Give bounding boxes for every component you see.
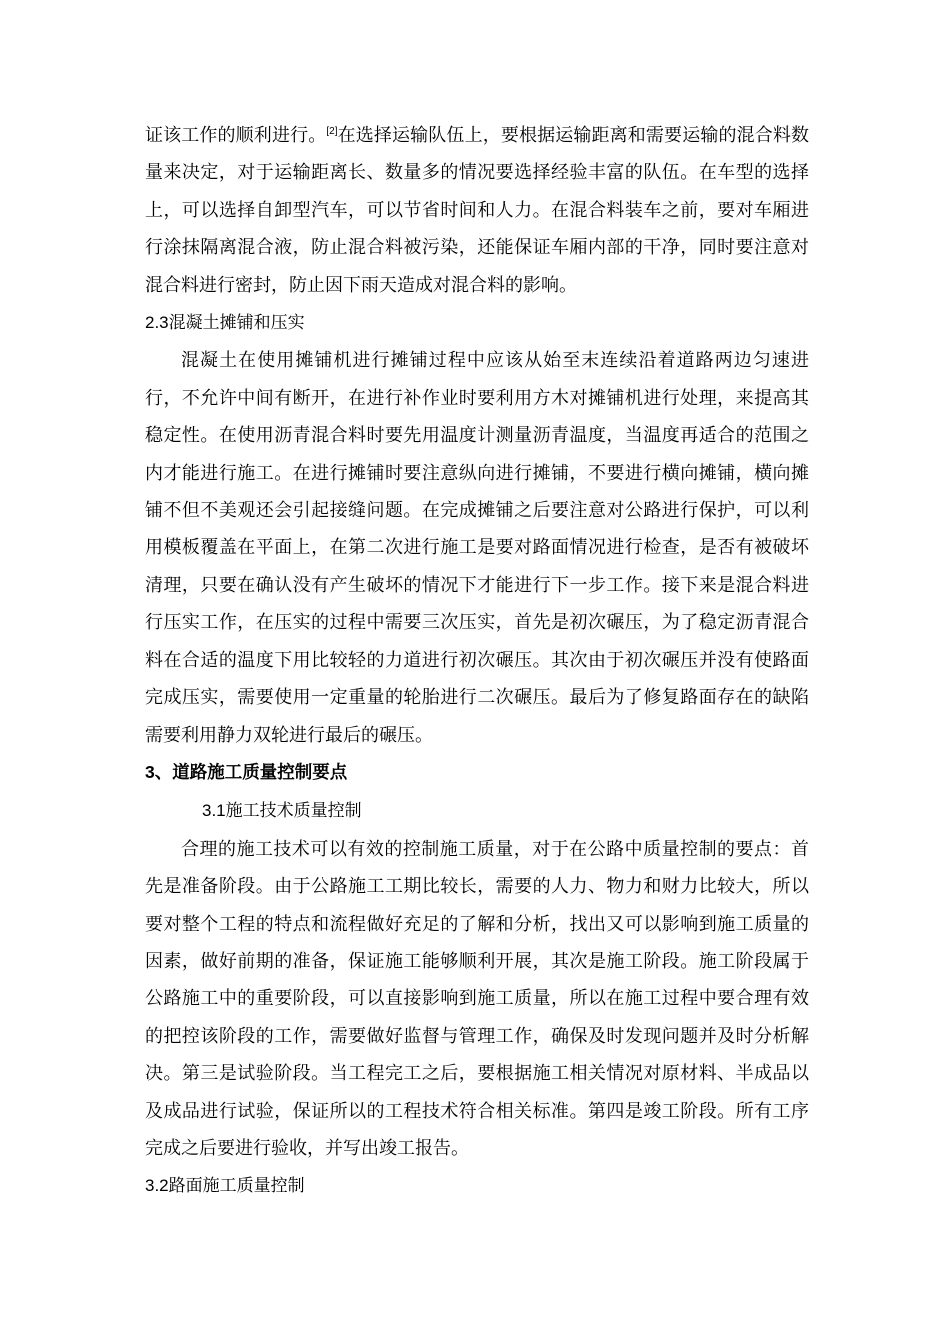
section-title: 路面施工质量控制 [168,1176,305,1197]
paragraph-transport-rest: 在选择运输队伍上，要根据运输距离和需要运输的混合料数量来决定，对于运输距离长、数量多的情况要选择经验丰富的队伍。在车型的选择上，可以选择自卸型汽车，可以节省时间和人力。在混合料装车之前，要对车厢进行涂抹隔离混合液，防止混合料被污染，还能保证车厢内部的干净，同时要注意对混合料进行密封，防止因下雨天造成对混合料的影响。 [145,125,810,296]
section-number: 3.2 [145,1176,169,1196]
citation-reference: [2] [326,126,338,137]
section-heading-3-2 [145,1167,809,1205]
document-page [145,117,809,1206]
section-title: 混凝土摊铺和压实 [168,313,305,334]
paragraph-transport [145,117,809,304]
section-title: 施工技术质量控制 [225,801,362,822]
section-heading-2-3 [145,304,809,342]
section-number: 2.3 [145,313,169,333]
paragraph-transport-start: 证该工作的顺利进行。 [145,125,327,146]
section-number: 3.1 [202,801,226,821]
paragraph-quality-control: 合理的施工技术可以有效的控制施工质量，对于在公路中质量控制的要点：首先是准备阶段。由于公路施工工期比较长，需要的人力、物力和财力比较大，所以要对整个工程的特点和流程做好充足的了解和分析，找出又可以影响到施工质量的因素，做好前期的准备，保证施工能够顺利开展，其次是施工阶段。施工阶段属于公路施工中的重要阶段，可以直接影响到施工质量，所以在施工过程中要合理有效的把控该阶段的工作，需要做好监督与管理工作，确保及时发现问题并及时分析解决。第三是试验阶段。当工程完工之后，要根据施工相关情况对原材料、半成品以及成品进行试验，保证所以的工程技术符合相关标准。第四是竣工阶段。所有工序完成之后要进行验收，并写出竣工报告。 [145,838,809,1159]
section-title: 、道路施工质量控制要点 [154,762,348,783]
paragraph-paving: 混凝土在使用摊铺机进行摊铺过程中应该从始至末连续沿着道路两边匀速进行，不允许中间有断开，在进行补作业时要利用方木对摊铺机进行处理，来提高其稳定性。在使用沥青混合料时要先用温度计测量沥青温度，当温度再适合的范围之内才能进行施工。在进行摊铺时要注意纵向进行摊铺，不要进行横向摊铺，横向摊铺不但不美观还会引起接缝问题。在完成摊铺之后要注意对公路进行保护，可以利用模板覆盖在平面上，在第二次进行施工是要对路面情况进行检查，是否有被破坏清理，只要在确认没有产生破坏的情况下才能进行下一步工作。接下来是混合料进行压实工作，在压实的过程中需要三次压实，首先是初次碾压，为了稳定沥青混合料在合适的温度下用比较轻的力道进行初次碾压。其次由于初次碾压并没有使路面完成压实，需要使用一定重量的轮胎进行二次碾压。最后为了修复路面存在的缺陷需要利用静力双轮进行最后的碾压。 [145,350,809,746]
section-number: 3 [145,761,155,782]
section-heading-3-1 [145,792,809,830]
section-heading-3 [145,754,809,792]
